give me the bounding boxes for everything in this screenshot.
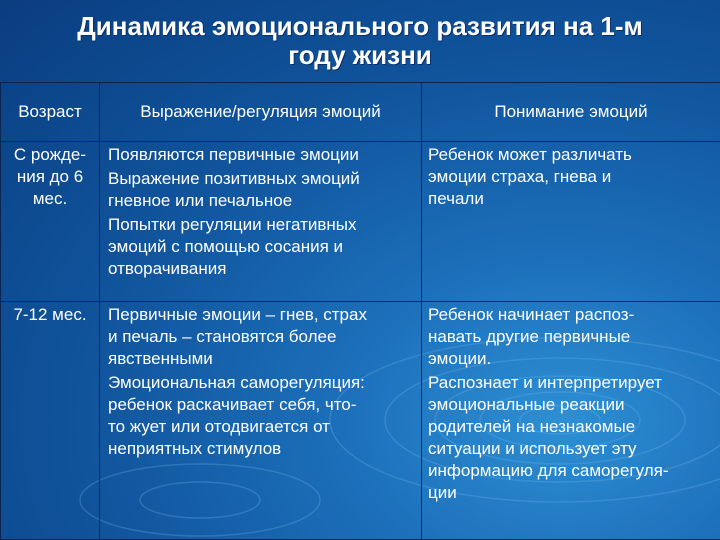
understanding-text: Ребенок может различать (428, 145, 632, 164)
expression-text: Попытки регуляции негативных (108, 215, 357, 234)
emotional-development-table (0, 82, 720, 540)
expression-cell (100, 302, 422, 540)
understanding-text: эмоциональные реакции (428, 395, 625, 414)
age-line: 7-12 мес. (13, 305, 87, 324)
understanding-text: ции (428, 483, 457, 502)
table-row (1, 302, 720, 540)
expression-text: неприятных стимулов (108, 439, 282, 458)
age-cell (1, 302, 100, 540)
table-row (1, 142, 720, 302)
expression-text: ребенок раскачивает себя, что- (108, 395, 357, 414)
expression-text: Появляются первичные эмоции (108, 145, 359, 164)
expression-text: явственными (108, 349, 213, 368)
understanding-text: ситуации и использует эту (428, 439, 637, 458)
understanding-text: печали (428, 189, 484, 208)
table-header-row (1, 83, 720, 142)
age-line: С рожде- (13, 145, 87, 164)
age-line: мес. (32, 189, 68, 208)
slide-title-line2: году жизни (288, 40, 432, 70)
understanding-text: Ребенок начинает распоз- (428, 305, 635, 324)
understanding-text: навать другие первичные (428, 327, 631, 346)
understanding-text: родителей на незнакомые (428, 417, 636, 436)
slide-title (0, 12, 720, 70)
understanding-text: информацию для саморегуля- (428, 461, 669, 480)
header-age: Возраст (1, 83, 100, 142)
expression-text: и печаль – становятся более (108, 327, 337, 346)
understanding-cell (422, 302, 720, 540)
expression-text: отворачивания (108, 259, 227, 278)
understanding-text: эмоции. (428, 349, 492, 368)
age-line: ния до 6 (16, 167, 84, 186)
slide-title-line1: Динамика эмоционального развития на 1-м (77, 11, 643, 41)
expression-cell (100, 142, 422, 302)
expression-text: Эмоциональная саморегуляция: (108, 373, 365, 392)
age-cell (1, 142, 100, 302)
expression-text: Выражение позитивных эмоций (108, 169, 360, 188)
expression-text: эмоций с помощью сосания и (108, 237, 344, 256)
expression-text: Первичные эмоции – гнев, страх (108, 305, 367, 324)
expression-text: то жует или отодвигается от (108, 417, 330, 436)
expression-text: гневное или печальное (108, 191, 293, 210)
understanding-text: эмоции страха, гнева и (428, 167, 612, 186)
understanding-text: Распознает и интерпретирует (428, 373, 662, 392)
header-expression: Выражение/регуляция эмоций (100, 83, 422, 142)
header-understanding: Понимание эмоций (422, 83, 720, 142)
understanding-cell (422, 142, 720, 302)
